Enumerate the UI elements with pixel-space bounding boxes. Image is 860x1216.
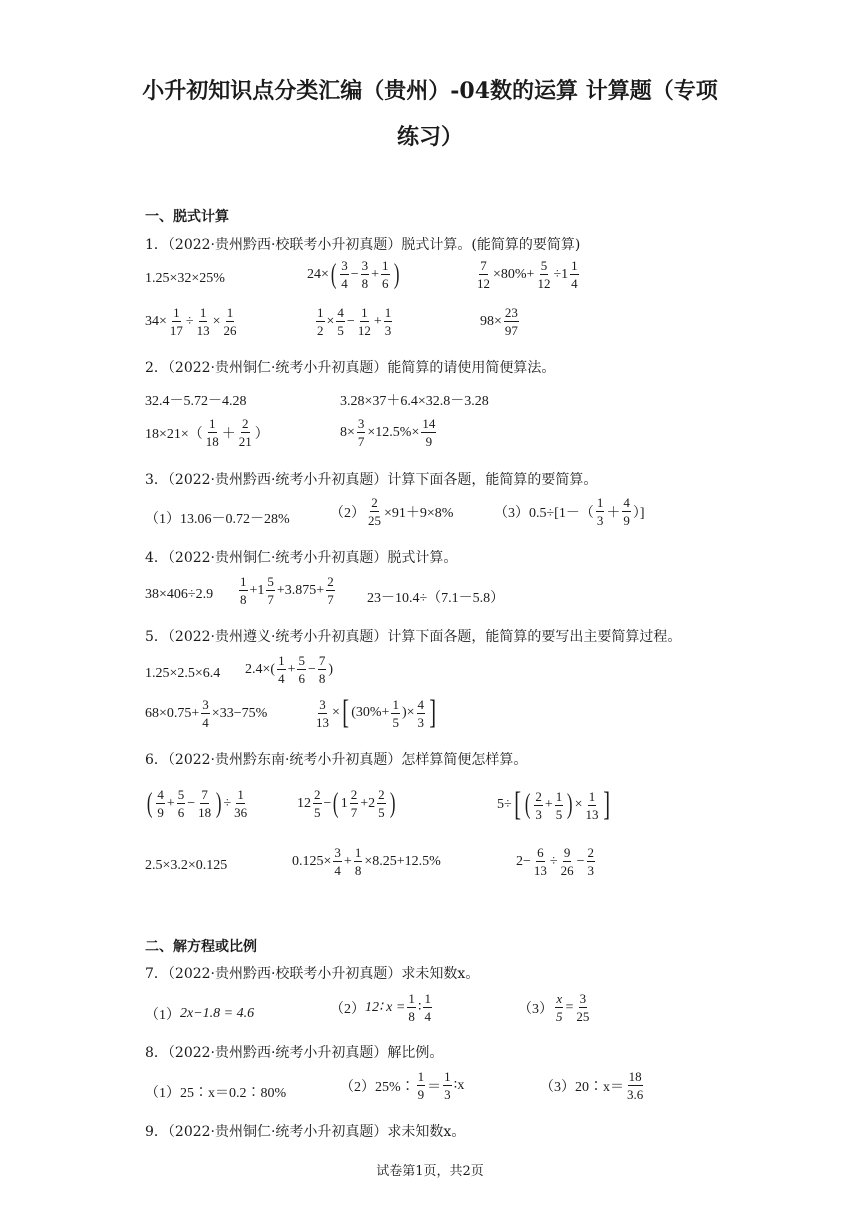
expr-1f: 98× $\frac{23}{97}$: [480, 305, 518, 338]
expr-3c: （3）0.5÷[1－（ 1 3 ＋ 4 9 ）]: [494, 495, 645, 528]
question-8: 8．（2022·贵州黔西·统考小升初真题）解比例。: [145, 1045, 444, 1061]
expr-4b: 1 8 +1 5 7 +3.875+ $\frac{2}{7}$: [240, 574, 334, 607]
expr-1d: 34× $\frac{1}{17}$ ÷ $\frac{1}{13}$ × $\frac{1}{26}$: [145, 305, 237, 338]
question-6: 6．（2022·贵州黔东南·统考小升初真题）怎样算简便怎样算。: [145, 752, 528, 768]
expr-8a: （1）25∶x＝0.2∶80%: [145, 1086, 287, 1101]
expr-4c: 23－10.4÷（7.1－5.8）: [367, 591, 505, 606]
page-title: 小升初知识点分类汇编（贵州）-04数的运算 计算题（专项: [142, 78, 718, 104]
expr-7a: （1） 2x−1.8 = 4.6: [145, 1006, 255, 1023]
expr-1a: 1.25×32×25%: [145, 271, 225, 286]
question-7: 7．（2022·贵州黔西·校联考小升初真题）求未知数x。: [145, 966, 480, 982]
expr-6d: 2.5×3.2×0.125: [145, 858, 228, 873]
page-footer: 试卷第1页，共2页: [376, 1164, 484, 1179]
expr-1c: $\frac{7}{12}$ ×80%+ $\frac{5}{12}$ ÷1 1 4: [477, 258, 578, 291]
expr-6f: 2− $\frac{6}{13}$ ÷ $\frac{9}{26}$ − $\frac{2}{3}$: [516, 845, 594, 878]
expr-7c: （3） $\frac{x}{5}$ = $\frac{3}{25}$: [518, 991, 590, 1024]
question-5: 5．（2022·贵州遵义·统考小升初真题）计算下面各题，能简算的要写出主要简算过程。: [145, 629, 682, 645]
question-4: 4．（2022·贵州铜仁·统考小升初真题）脱式计算。: [145, 550, 458, 566]
expr-3b: （2） $\frac{2}{25}$ ×91＋9×8%: [330, 495, 454, 528]
question-9: 9．（2022·贵州铜仁·统考小升初真题）求未知数x。: [145, 1124, 466, 1140]
expr-2b: 3.28×37＋6.4×32.8－3.28: [340, 394, 489, 409]
expr-8b: （2）25%∶ 1 9 ＝ 1 3 ∶x: [340, 1069, 465, 1102]
expr-8c: （3）20∶x＝ 18 3.6: [540, 1069, 644, 1102]
question-3: 3．（2022·贵州黔西·统考小升初真题）计算下面各题，能简算的要简算。: [145, 472, 598, 488]
expr-6a: ( 4 9 + $\frac{5}{6}$ − $\frac{7}{18}$ ) ÷ $\frac{1}{36}$: [146, 787, 248, 820]
expr-6c: 5÷ [ ( 2 3 + $\frac{1}{5}$ ) × $\frac{1}{13}$ ]: [497, 786, 611, 823]
section-heading-1: 一、脱式计算: [145, 209, 229, 225]
expr-1b: 24× ( 3 4 − $\frac{3}{8}$ + $\frac{1}{6}$ ): [307, 258, 400, 291]
expr-5a: 1.25×2.5×6.4: [145, 666, 221, 681]
expr-6b: 12 2 5 − ( 1 2 7 +2 2 5 ): [297, 787, 396, 820]
expr-5b: 2.4×( 1 4 + $\frac{5}{6}$ − $\frac{7}{8}$ ): [245, 653, 334, 686]
expr-2a: 32.4－5.72－4.28: [145, 394, 247, 409]
expr-2c: 18×21×（ 1 18 ＋ 2 21 ）: [145, 416, 269, 449]
expr-3a: （1）13.06－0.72－28%: [145, 512, 290, 527]
expr-6e: 0.125× $\frac{3}{4}$ + $\frac{1}{8}$ ×8.25+12.5%: [292, 845, 441, 878]
expr-5c: 68×0.75+ $\frac{3}{4}$ ×33−75%: [145, 697, 268, 730]
expr-2d: 8× $\frac{3}{7}$ ×12.5%× $\frac{14}{9}$: [340, 416, 436, 449]
section-heading-2: 二、解方程或比例: [145, 939, 257, 955]
question-1: 1．（2022·贵州黔西·校联考小升初真题）脱式计算。(能简算的要简算): [145, 237, 581, 253]
expr-4a: 38×406÷2.9: [145, 587, 214, 602]
expr-5d: $\frac{3}{13}$ × [ (30%+ $\frac{1}{5}$ )× $\frac{4}{3}$ ]: [316, 694, 437, 731]
question-2: 2．（2022·贵州铜仁·统考小升初真题）能简算的请使用简便算法。: [145, 360, 556, 376]
page-title-continued: 练习）: [396, 124, 463, 150]
expr-1e: $\frac{1}{2}$ × $\frac{4}{5}$ − $\frac{1}{12}$ + $\frac{1}{3}$: [317, 305, 392, 338]
expr-7b: （2） 12∶ x = $\frac{1}{8}$ ∶ 1 4: [330, 991, 431, 1024]
